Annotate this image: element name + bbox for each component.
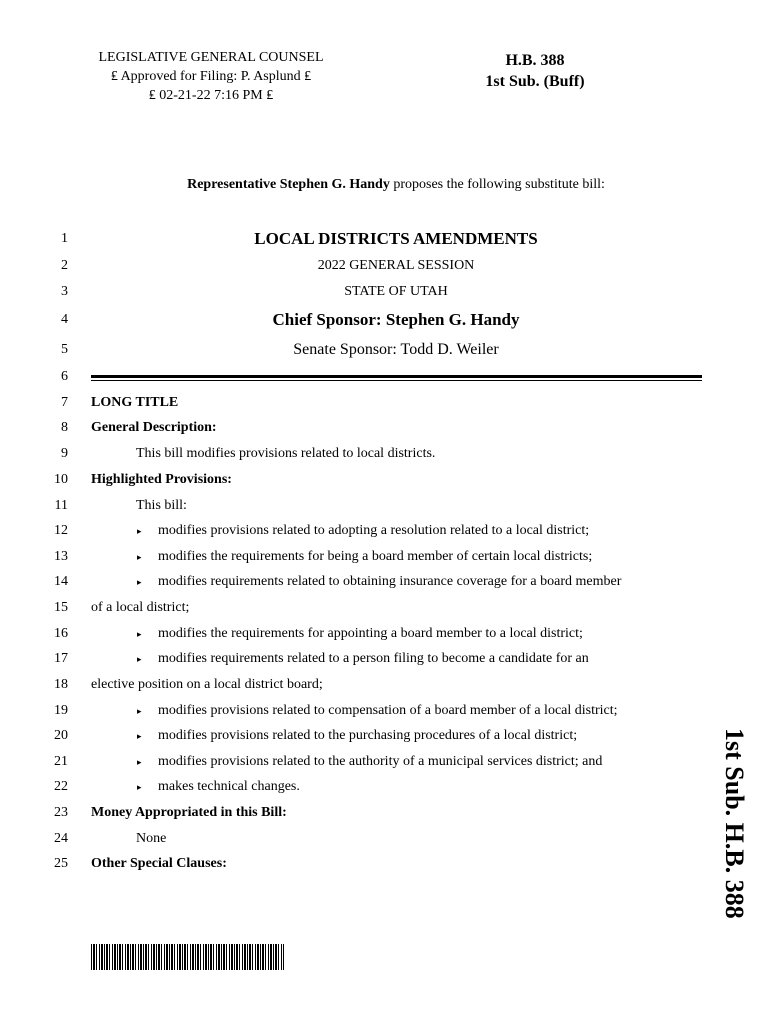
bill-line-10 [0, 470, 770, 490]
highlighted-provisions-heading: Highlighted Provisions: [91, 472, 232, 487]
line-text: modifies the requirements for being a board member of certain local districts; [158, 549, 593, 564]
line-text: None [136, 831, 167, 846]
barcode-icon [91, 944, 284, 970]
line-text: modifies provisions related to the authority of a municipal services district; and [158, 754, 603, 769]
other-special-clauses-heading: Other Special Clauses: [91, 856, 227, 871]
senate-sponsor: Senate Sponsor: Todd D. Weiler [293, 341, 499, 358]
bill-line-20 [0, 726, 770, 746]
line-text: makes technical changes. [158, 779, 300, 794]
line-text: modifies provisions related to compensation of a board member of a local district; [158, 703, 618, 718]
line-number: 5 [61, 342, 68, 357]
bill-line-5 [0, 340, 770, 360]
line-number: 7 [61, 395, 68, 410]
bill-line-24 [0, 829, 770, 849]
money-appropriated-heading: Money Appropriated in this Bill: [91, 805, 287, 820]
line-text: modifies requirements related to a person filing to become a candidate for an [158, 651, 589, 666]
bill-line-18 [0, 675, 770, 695]
line-number: 25 [54, 856, 68, 871]
line-number: 16 [54, 626, 68, 641]
line-text: modifies provisions related to the purchasing procedures of a local district; [158, 728, 578, 743]
line-number: 1 [61, 231, 68, 246]
bill-number: H.B. 388 [505, 52, 565, 69]
general-description-heading: General Description: [91, 420, 217, 435]
line-number: 3 [61, 284, 68, 299]
bill-line-7 [0, 393, 770, 413]
session-label: 2022 GENERAL SESSION [317, 258, 475, 273]
line-number: 8 [61, 420, 68, 435]
line-number: 10 [54, 472, 68, 487]
bill-line-13 [0, 547, 770, 567]
sponsor-line [0, 177, 770, 193]
line-number: 18 [54, 677, 68, 692]
line-number: 6 [61, 369, 68, 384]
line-number: 9 [61, 446, 68, 461]
filing-datetime: ₤ 02-21-22 7:16 PM ₤ [148, 88, 274, 103]
bill-line-16 [0, 624, 770, 644]
bill-line-21 [0, 752, 770, 772]
bullet-icon: ▸ [137, 782, 142, 792]
line-text: elective position on a local district board; [91, 677, 323, 692]
line-number: 15 [54, 600, 68, 615]
divider-thick [91, 375, 702, 378]
line-number: 12 [54, 523, 68, 538]
line-text: of a local district; [91, 600, 190, 615]
line-number: 17 [54, 651, 68, 666]
line-text: modifies requirements related to obtaining insurance coverage for a board member [158, 574, 622, 589]
bill-line-8 [0, 418, 770, 438]
line-number: 20 [54, 728, 68, 743]
line-number: 19 [54, 703, 68, 718]
line-text: modifies the requirements for appointing a board member to a local district; [158, 626, 583, 641]
bullet-icon: ▸ [137, 757, 142, 767]
bullet-icon: ▸ [137, 526, 142, 536]
line-text: modifies provisions related to adopting a resolution related to a local district; [158, 523, 590, 538]
line-number: 2 [61, 258, 68, 273]
bill-line-25 [0, 854, 770, 874]
line-number: 23 [54, 805, 68, 820]
line-number: 24 [54, 831, 68, 846]
divider-thin [91, 380, 702, 381]
bill-line-12 [0, 521, 770, 541]
bullet-icon: ▸ [137, 731, 142, 741]
bullet-icon: ▸ [137, 654, 142, 664]
bill-line-17 [0, 649, 770, 669]
bill-line-3 [0, 282, 770, 302]
bill-title: LOCAL DISTRICTS AMENDMENTS [254, 229, 538, 248]
line-number: 22 [54, 779, 68, 794]
side-bill-label: 1st Sub. H.B. 388 [720, 728, 749, 919]
bill-line-9 [0, 444, 770, 464]
bullet-icon: ▸ [137, 706, 142, 716]
bullet-icon: ▸ [137, 577, 142, 587]
bill-line-15 [0, 598, 770, 618]
line-text: This bill modifies provisions related to local districts. [136, 446, 436, 461]
line-number: 14 [54, 574, 68, 589]
line-number: 13 [54, 549, 68, 564]
bill-line-11 [0, 496, 770, 516]
sponsor-line-rest: proposes the following substitute bill: [389, 177, 605, 192]
bill-line-23 [0, 803, 770, 823]
bill-line-14 [0, 572, 770, 592]
line-number: 4 [61, 312, 68, 327]
representative-name: Representative Stephen G. Handy [187, 177, 390, 192]
chief-sponsor: Chief Sponsor: Stephen G. Handy [272, 310, 520, 329]
bill-line-19 [0, 701, 770, 721]
line-text: This bill: [136, 498, 187, 513]
bill-line-4 [0, 310, 770, 330]
header-left [66, 48, 356, 105]
long-title-heading: LONG TITLE [91, 395, 179, 410]
bill-line-1 [0, 229, 770, 249]
state-label: STATE OF UTAH [344, 284, 448, 299]
bullet-icon: ▸ [137, 552, 142, 562]
line-number: 21 [54, 754, 68, 769]
bill-line-22 [0, 777, 770, 797]
bill-line-2 [0, 256, 770, 276]
header-right [460, 50, 610, 92]
bullet-icon: ▸ [137, 629, 142, 639]
substitute-label: 1st Sub. (Buff) [485, 73, 585, 90]
approval-line: ₤ Approved for Filing: P. Asplund ₤ [110, 69, 312, 84]
office-name: LEGISLATIVE GENERAL COUNSEL [98, 50, 324, 65]
line-number: 11 [54, 498, 68, 513]
